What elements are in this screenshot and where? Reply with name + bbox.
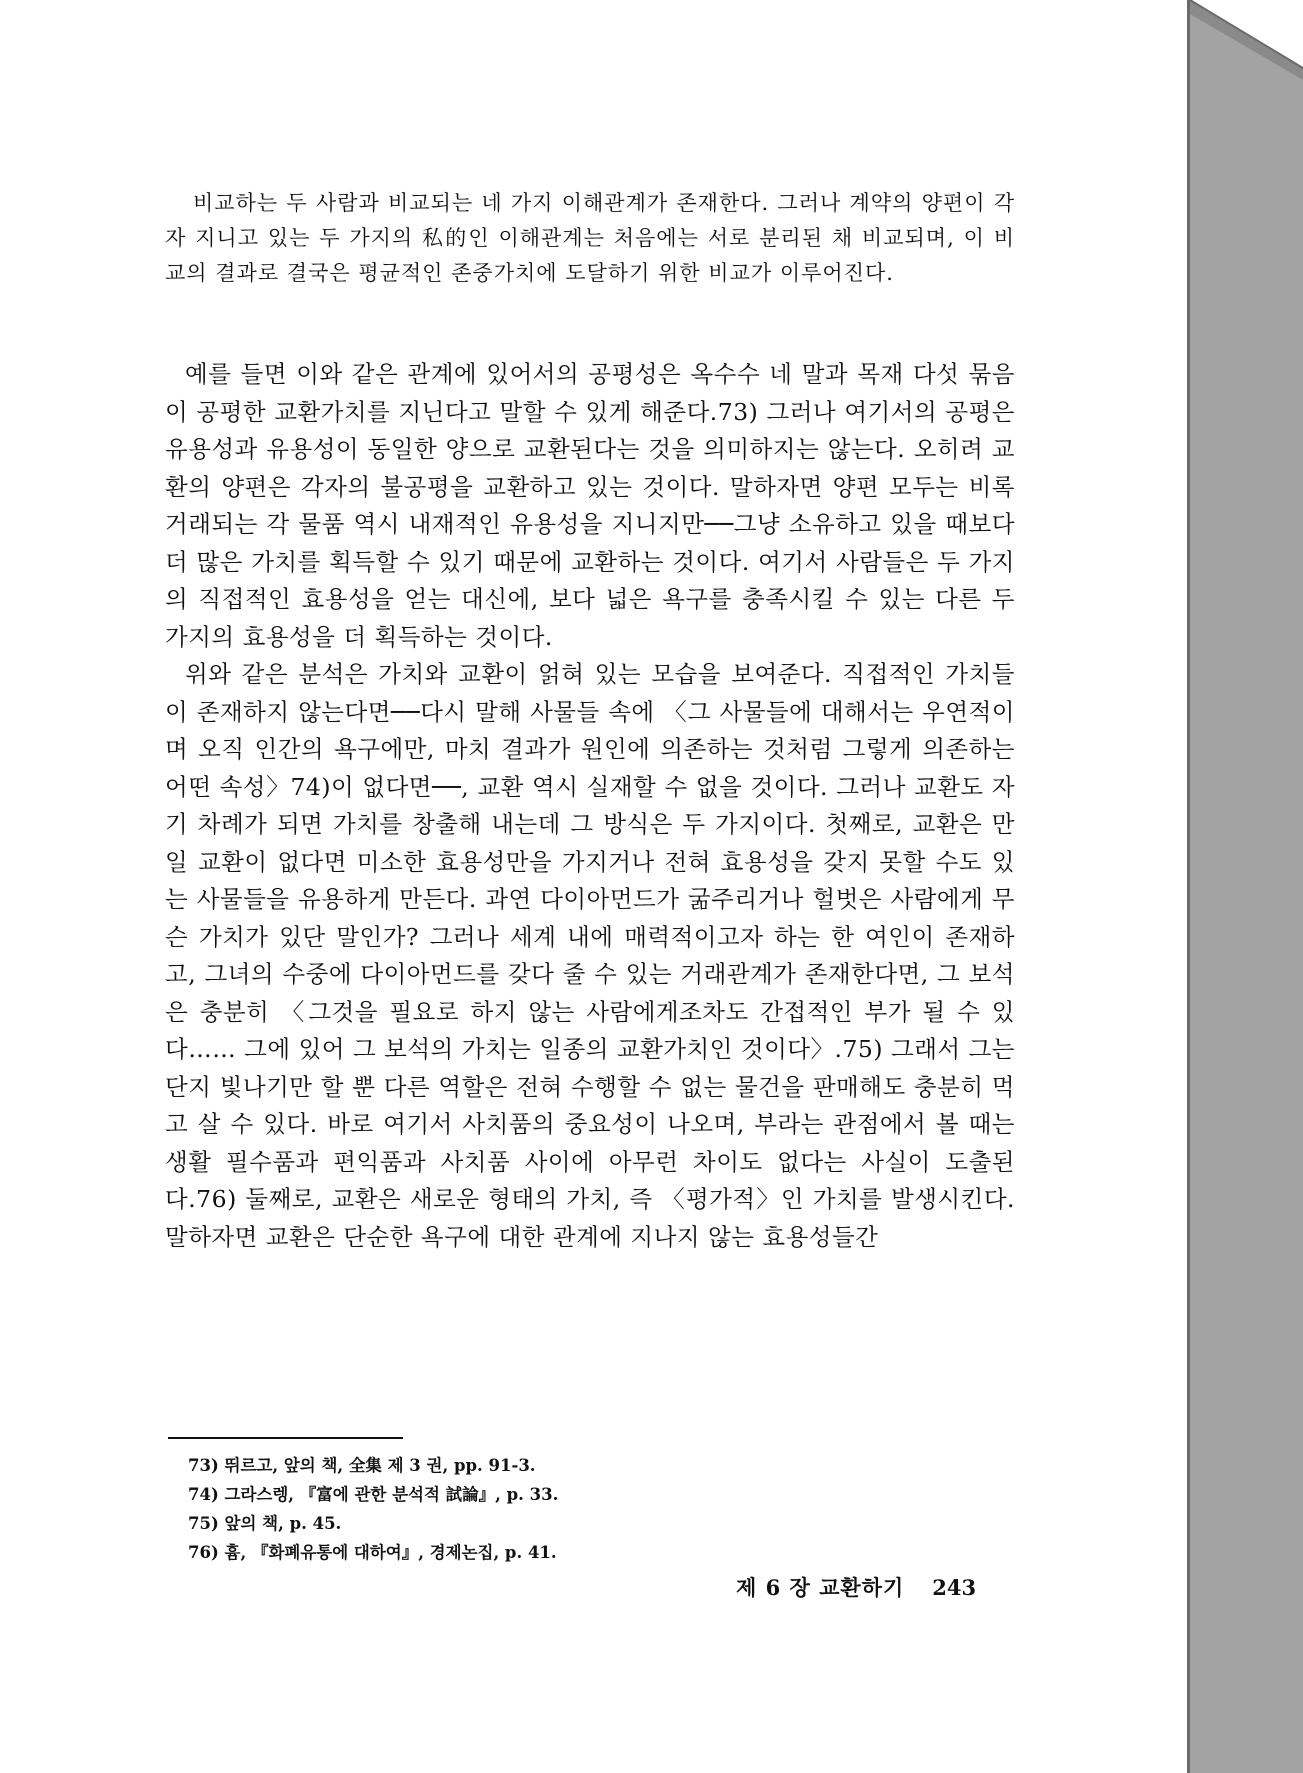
body-text <box>165 356 1015 1256</box>
chapter-title: 제 6 장 교환하기 <box>736 1575 905 1600</box>
footnote-75: 75) 앞의 책, p. 45. <box>188 1514 342 1533</box>
quote-text: 비교하는 두 사람과 비교되는 네 가지 이해관계가 존재한다. 그러나 계약의 양편이 각자 지니고 있는 두 가지의 私的인 이해관계는 처음에는 서로 분리된 채 비교되며, 이 비교의 결과로 결국은 평균적인 존중가치에 도달하기 위한 비교가 이루어진다. <box>165 191 1015 285</box>
footnotes <box>188 1451 558 1567</box>
footnote-74: 74) 그라스렝, 『富에 관한 분석적 試論』, p. 33. <box>188 1485 559 1504</box>
footnote-76: 76) 흄, 『화폐유통에 대하여』, 경제논집, p. 41. <box>188 1543 557 1562</box>
paragraph-1: 예를 들면 이와 같은 관계에 있어서의 공평성은 옥수수 네 말과 목재 다섯 묶음이 공평한 교환가치를 지닌다고 말할 수 있게 해준다.73) 그러나 여기서의 공평은 유용성과 유용성이 동일한 양으로 교환된다는 것을 의미하지는 않는다. 오히려 교환의 양편은 각자의 불공평을 교환하고 있는 것이다. 말하자면 양편 모두는 비록 거래되는 각 물품 역시 내재적인 유용성을 지니지만──그냥 소유하고 있을 때보다 더 많은 가치를 획득할 수 있기 때문에 교환하는 것이다. 여기서 사람들은 두 가지의 직접적인 효용성을 얻는 대신에, 보다 넓은 욕구를 충족시킬 수 있는 다른 두 가지의 효용성을 더 획득하는 것이다. <box>165 360 1015 651</box>
block-quote <box>165 186 1015 291</box>
book-spine-edge <box>1182 0 1303 1773</box>
running-footer <box>736 1572 976 1602</box>
page-number: 243 <box>932 1575 977 1600</box>
footnote-divider <box>168 1437 403 1439</box>
paragraph-2: 위와 같은 분석은 가치와 교환이 얽혀 있는 모습을 보여준다. 직접적인 가치들이 존재하지 않는다면──다시 말해 사물들 속에 〈그 사물들에 대해서는 우연적이며 오직 인간의 욕구에만, 마치 결과가 원인에 의존하는 것처럼 그렇게 의존하는 어떤 속성〉74)이 없다면──, 교환 역시 실재할 수 없을 것이다. 그러나 교환도 자기 차례가 되면 가치를 창출해 내는데 그 방식은 두 가지이다. 첫째로, 교환은 만일 교환이 없다면 미소한 효용성만을 가지거나 전혀 효용성을 갖지 못할 수도 있는 사물들을 유용하게 만든다. 과연 다이아먼드가 굶주리거나 헐벗은 사람에게 무슨 가치가 있단 말인가? 그러나 세계 내에 매력적이고자 하는 한 여인이 존재하고, 그녀의 수중에 다이아먼드를 갖다 줄 수 있는 거래관계가 존재한다면, 그 보석은 충분히 〈그것을 필요로 하지 않는 사람에게조차도 간접적인 부가 될 수 있다…… 그에 있어 그 보석의 가치는 일종의 교환가치인 것이다〉.75) 그래서 그는 단지 빛나기만 할 뿐 다른 역할은 전혀 수행할 수 없는 물건을 판매해도 충분히 먹고 살 수 있다. 바로 여기서 사치품의 중요성이 나오며, 부라는 관점에서 볼 때는 생활 필수품과 편익품과 사치품 사이에 아무런 차이도 없다는 사실이 도출된다.76) 둘째로, 교환은 새로운 형태의 가치, 즉 〈평가적〉인 가치를 발생시킨다. 말하자면 교환은 단순한 욕구에 대한 관계에 지나지 않는 효용성들간 <box>165 660 1015 1251</box>
footnote-73: 73) 뛰르고, 앞의 책, 全集 제 3 권, pp. 91-3. <box>188 1456 536 1475</box>
